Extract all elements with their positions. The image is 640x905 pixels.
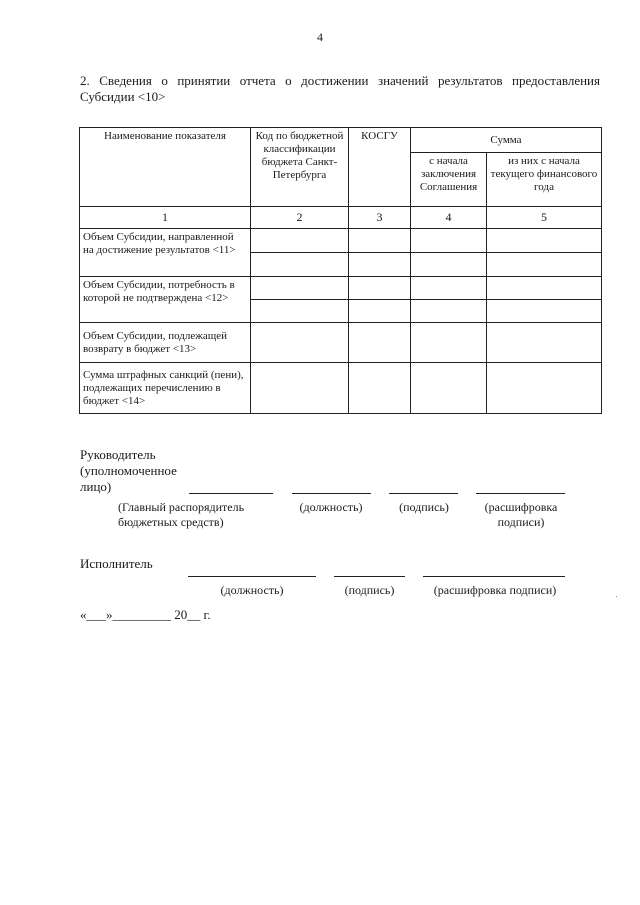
table-cell: [349, 363, 411, 414]
header-kosgu: КОСГУ: [349, 128, 411, 207]
table-cell: [487, 363, 602, 414]
table-cell: [251, 323, 349, 363]
table-cell: [349, 253, 411, 277]
page-number: 4: [317, 30, 323, 44]
column-number: 5: [487, 207, 602, 229]
header-since-agreement: с начала заключения Соглашения: [411, 153, 487, 207]
table-cell: [411, 253, 487, 277]
row-label: Объем Субсидии, подлежащей возврату в бюджет <13>: [80, 323, 251, 363]
executor-signature-line: [334, 576, 405, 577]
executor-caption-decoding: (расшифровка подписи): [433, 583, 557, 597]
executor-title: Исполнитель: [80, 556, 153, 571]
head-position-line: [292, 493, 371, 494]
head-caption-distributor: (Главный распорядитель бюджетных средств): [118, 500, 245, 529]
head-distributor-line: [189, 493, 273, 494]
table-row: [80, 229, 602, 253]
table-cell: [411, 323, 487, 363]
table-cell: [487, 229, 602, 253]
header-budget-code: Код по бюджетной классификации бюджета Санкт-Петербурга: [251, 128, 349, 207]
executor-caption-signature: (подпись): [344, 583, 395, 597]
header-current-year: из них с начала текущего финансового года: [487, 153, 602, 207]
table-cell: [349, 323, 411, 363]
table-cell: [487, 323, 602, 363]
column-number: 1: [80, 207, 251, 229]
table-row: [80, 277, 602, 300]
row-label: Объем Субсидии, направленной на достижение результатов <11>: [80, 229, 251, 277]
header-sum: Сумма: [411, 128, 602, 153]
table-cell: [411, 363, 487, 414]
executor-position-line: [188, 576, 316, 577]
table-cell: [487, 253, 602, 277]
date-line: «___»_________ 20__ г.: [80, 607, 211, 622]
table-cell: [251, 229, 349, 253]
table-cell: [349, 229, 411, 253]
table-cell: [411, 300, 487, 323]
table-cell: [251, 300, 349, 323]
head-title: Руководитель (уполномоченное лицо): [80, 447, 177, 494]
table-number-row: [80, 207, 602, 229]
table-cell: [349, 277, 411, 300]
column-number: 2: [251, 207, 349, 229]
table-cell: [487, 300, 602, 323]
row-label: Сумма штрафных санкций (пени), подлежащих перечислению в бюджет <14>: [80, 363, 251, 414]
table-cell: [487, 277, 602, 300]
table-cell: [251, 277, 349, 300]
section-heading: 2. Сведения о принятии отчета о достижении значений результатов предоставления Субсидии <10>: [80, 73, 600, 104]
executor-decoding-line: [423, 576, 565, 577]
table-cell: [251, 363, 349, 414]
table-cell: [251, 253, 349, 277]
table-row: [80, 323, 602, 363]
table-header-row: [80, 128, 602, 153]
column-number: 4: [411, 207, 487, 229]
table-cell: [411, 277, 487, 300]
scan-speck: [616, 596, 617, 597]
head-caption-signature: (подпись): [399, 500, 449, 514]
table-row: [80, 363, 602, 414]
column-number: 3: [349, 207, 411, 229]
header-indicator: Наименование показателя: [80, 128, 251, 207]
head-caption-position: (должность): [299, 500, 363, 514]
row-label: Объем Субсидии, потребность в которой не подтверждена <12>: [80, 277, 251, 323]
head-signature-line: [389, 493, 458, 494]
table-cell: [349, 300, 411, 323]
head-caption-decoding: (расшифровка подписи): [484, 500, 558, 529]
report-table: [79, 127, 602, 414]
table-cell: [411, 229, 487, 253]
executor-caption-position: (должность): [220, 583, 284, 597]
head-decoding-line: [476, 493, 565, 494]
